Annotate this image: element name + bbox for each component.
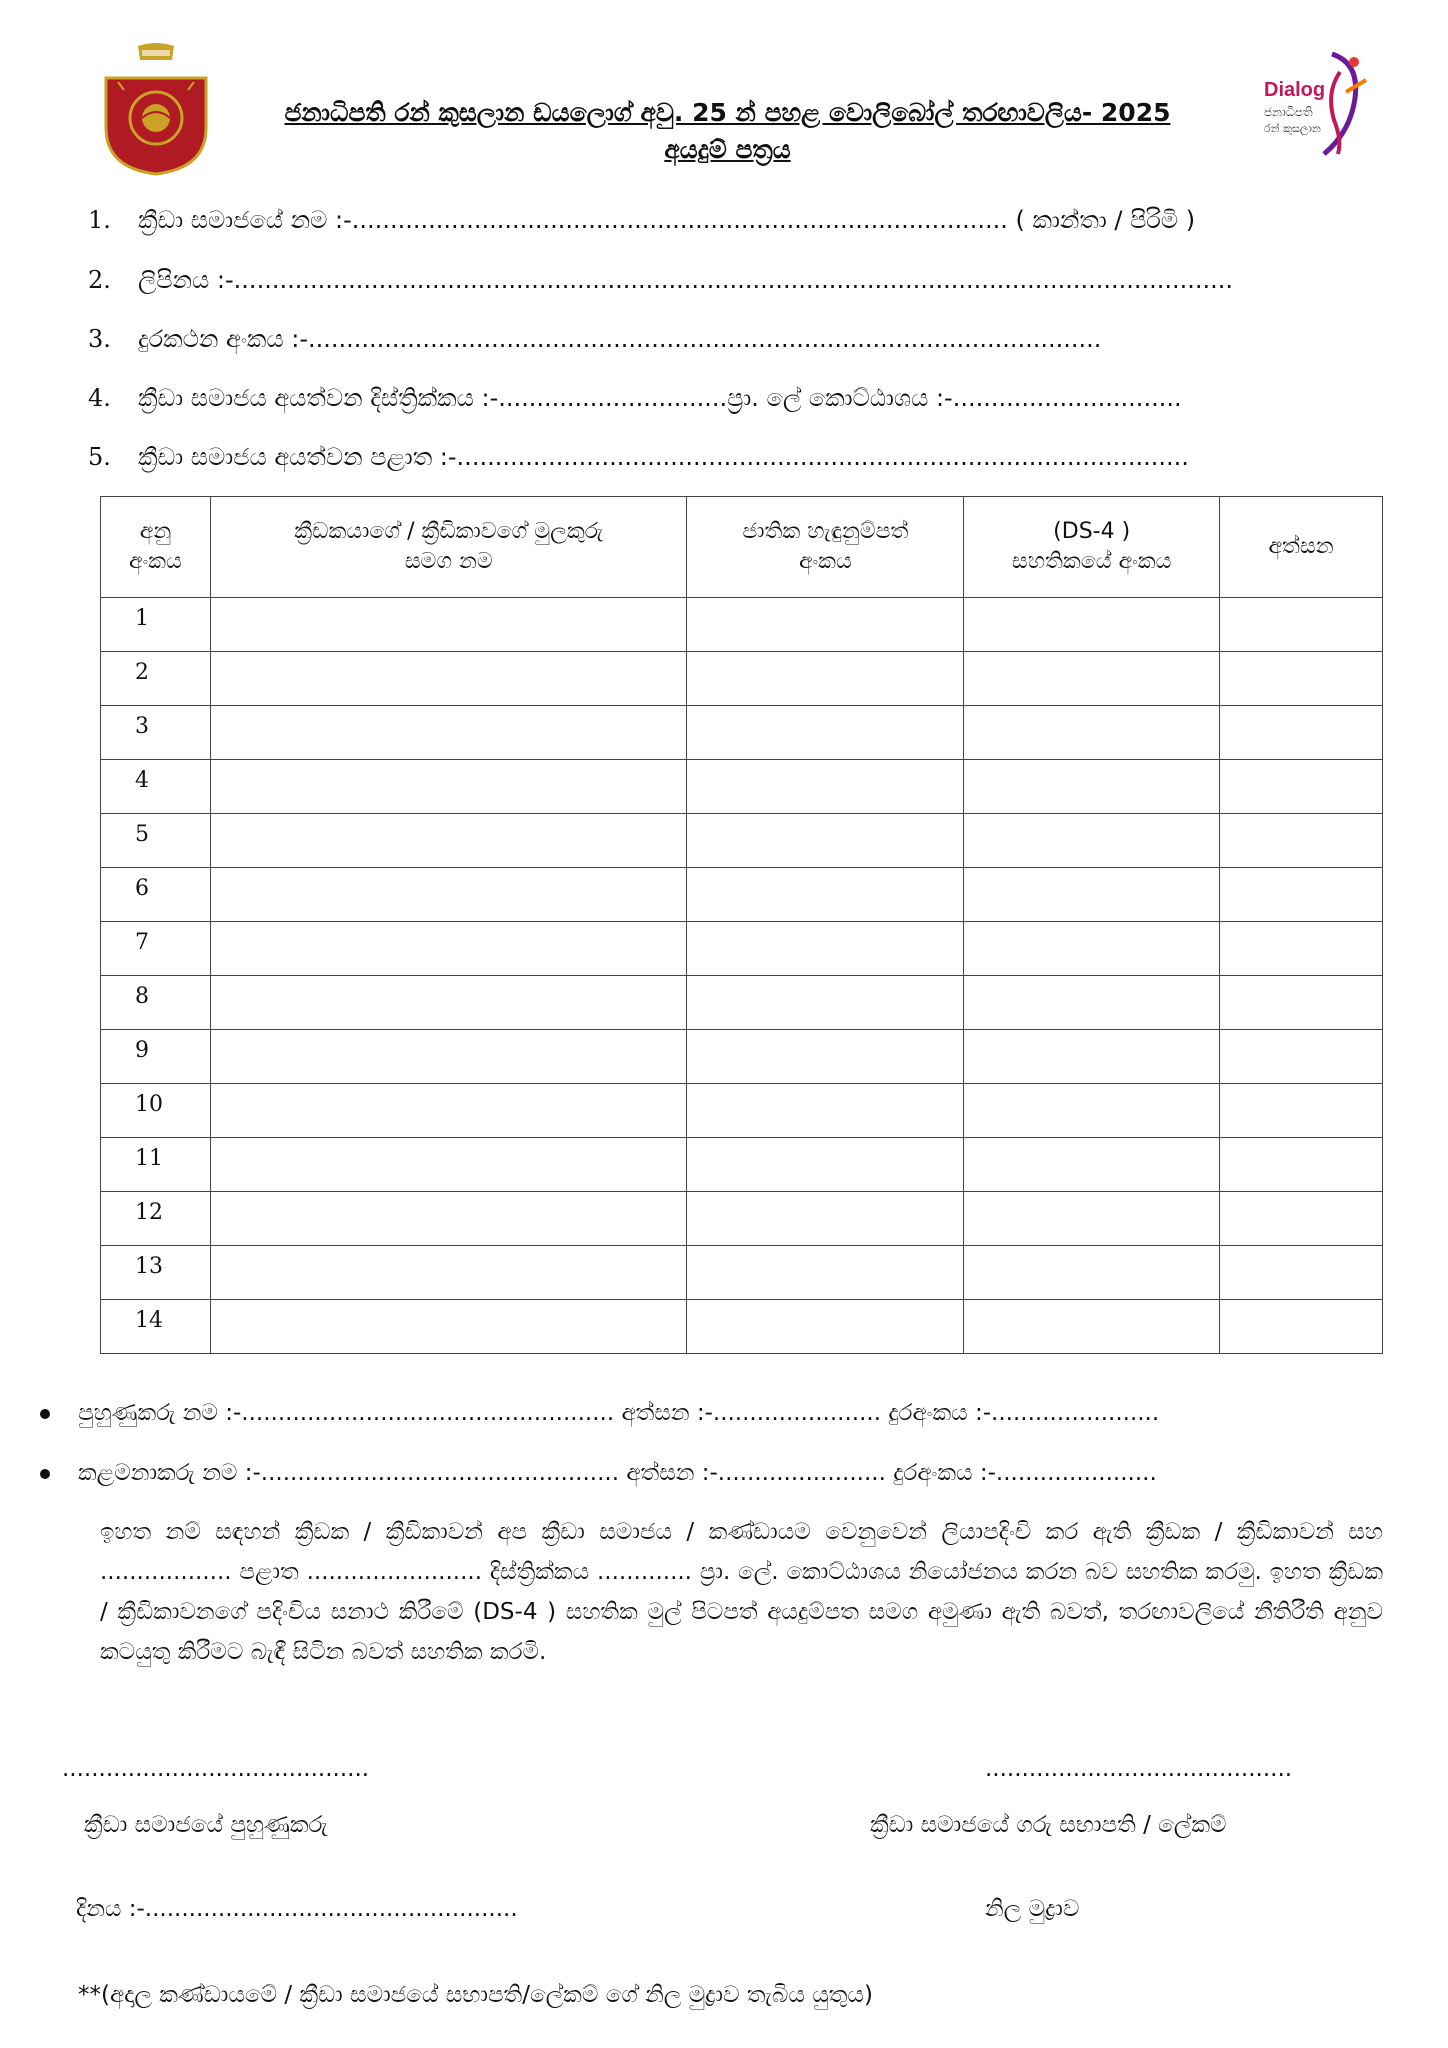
- player-name-cell[interactable]: [210, 1030, 687, 1084]
- players-table: [100, 496, 1383, 1354]
- row-number-cell: 13: [101, 1246, 211, 1300]
- header-text: ක්‍රීඩකයාගේ / ක්‍රීඩිකාවගේ මුලකුරු සමග නම: [294, 519, 604, 574]
- field-district[interactable]: [88, 384, 1182, 412]
- player-name-cell[interactable]: [210, 1138, 687, 1192]
- nic-number-cell[interactable]: [687, 760, 964, 814]
- player-name-cell[interactable]: [210, 922, 687, 976]
- player-name-cell[interactable]: [210, 868, 687, 922]
- signature-cell[interactable]: [1220, 760, 1383, 814]
- form-subtitle: අයදුම් පත්‍රය: [664, 135, 791, 164]
- right-signature-dots[interactable]: ..........................................: [985, 1756, 1293, 1782]
- field-text: ලිපිනය :-...................................................................................................................................: [138, 266, 1234, 294]
- manager-line[interactable]: [40, 1460, 1157, 1486]
- signature-cell[interactable]: [1220, 868, 1383, 922]
- nic-number-cell[interactable]: [687, 814, 964, 868]
- bullet-icon: [40, 1409, 50, 1419]
- nic-number-cell[interactable]: [687, 976, 964, 1030]
- field-number: 1.: [88, 206, 111, 234]
- field-number: 5.: [88, 443, 111, 471]
- header-text: ජාතික හැඳුනුම්පත් අංකය: [742, 519, 909, 574]
- row-number-cell: 8: [101, 976, 211, 1030]
- ds4-number-cell[interactable]: [964, 868, 1220, 922]
- header-signature: [1220, 497, 1383, 598]
- signature-cell[interactable]: [1220, 598, 1383, 652]
- row-number-cell: 11: [101, 1138, 211, 1192]
- ds4-number-cell[interactable]: [964, 1030, 1220, 1084]
- signature-cell[interactable]: [1220, 1300, 1383, 1354]
- table-row: [101, 598, 1383, 652]
- signature-cell[interactable]: [1220, 1084, 1383, 1138]
- nic-number-cell[interactable]: [687, 706, 964, 760]
- row-number-cell: 1: [101, 598, 211, 652]
- federation-crest-icon: [96, 42, 216, 177]
- field-text: ක්‍රීඩා සමාජය අයත්වන දිස්ත්‍රික්කය :-..............................ප්‍රා. ලේ කොට්ඨාශය :-..............................: [138, 384, 1182, 412]
- date-line[interactable]: දිනය :-...................................................: [76, 1896, 518, 1922]
- nic-number-cell[interactable]: [687, 1246, 964, 1300]
- coach-signature-label: ක්‍රීඩා සමාජයේ පුහුණුකරු: [84, 1812, 328, 1838]
- footnote: **(අදාල කණ්ඩායමේ / ක්‍රීඩා සමාජයේ සභාපති/ලේකම් ගේ නිල මුද්‍රාව තැබිය යුතුය): [78, 1982, 873, 2008]
- nic-number-cell[interactable]: [687, 1030, 964, 1084]
- dialog-line1: ජනාධිපති: [1264, 105, 1313, 119]
- manager-line-text: කළමනාකරු නම :-................................................. අත්සන :-....................... දුරඅංකය :-......................: [78, 1460, 1157, 1486]
- player-name-cell[interactable]: [210, 976, 687, 1030]
- header-text: අනු අංකය: [129, 519, 182, 574]
- signature-cell[interactable]: [1220, 814, 1383, 868]
- dialog-line2: රන් කුසලාන: [1264, 122, 1321, 135]
- table-row: [101, 1300, 1383, 1354]
- player-name-cell[interactable]: [210, 1246, 687, 1300]
- nic-number-cell[interactable]: [687, 1084, 964, 1138]
- header-ds4-certificate: [964, 497, 1220, 598]
- table-row: [101, 1084, 1383, 1138]
- signature-cell[interactable]: [1220, 1138, 1383, 1192]
- ds4-number-cell[interactable]: [964, 760, 1220, 814]
- player-name-cell[interactable]: [210, 814, 687, 868]
- nic-number-cell[interactable]: [687, 598, 964, 652]
- official-seal-label: නිල මුද්‍රාව: [985, 1896, 1080, 1922]
- row-number-cell: 6: [101, 868, 211, 922]
- field-text: ක්‍රීඩා සමාජයේ නම :-...................................................................................... ( කාන්තා / පිරිමි ): [138, 206, 1196, 234]
- nic-number-cell[interactable]: [687, 652, 964, 706]
- ds4-number-cell[interactable]: [964, 1192, 1220, 1246]
- row-number-cell: 7: [101, 922, 211, 976]
- table-row: [101, 1192, 1383, 1246]
- table-row: [101, 760, 1383, 814]
- player-name-cell[interactable]: [210, 760, 687, 814]
- ds4-number-cell[interactable]: [964, 976, 1220, 1030]
- row-number-cell: 12: [101, 1192, 211, 1246]
- row-number-cell: 10: [101, 1084, 211, 1138]
- row-number-cell: 5: [101, 814, 211, 868]
- field-text: දුරකථන අංකය :-........................................................................................................: [138, 325, 1102, 353]
- ds4-number-cell[interactable]: [964, 1246, 1220, 1300]
- header-text: අත්සන: [1268, 534, 1334, 560]
- field-text: ක්‍රීඩා සමාජය අයත්වන පළාත :-................................................................................................: [138, 443, 1189, 471]
- ds4-number-cell[interactable]: [964, 922, 1220, 976]
- signature-cell[interactable]: [1220, 1030, 1383, 1084]
- president-secretary-signature-label: ක්‍රීඩා සමාජයේ ගරු සභාපති / ලේකම්: [870, 1812, 1227, 1838]
- dialog-brand-text: Dialog: [1264, 79, 1326, 101]
- player-name-cell[interactable]: [210, 1084, 687, 1138]
- header-text: (DS-4 ) සහතිකයේ අංකය: [1011, 519, 1172, 574]
- row-number-cell: 2: [101, 652, 211, 706]
- table-row: [101, 814, 1383, 868]
- certification-paragraph: ඉහත නම් සඳහන් ක්‍රීඩක / ක්‍රීඩිකාවන් අප ක්‍රීඩා සමාජය / කණ්ඩායම වෙනුවෙන් ලියාපදිංචි කර ඇති ක්‍රීඩක / ක්‍රීඩිකාවන් සහ .................. පළාත ........................ දිස්ත්‍රික්කය ............. ප්‍රා. ලේ. කොට්ඨාශය නියෝජනය කරන බව සහතික කරමු. ඉහත ක්‍රීඩක / ක්‍රීඩිකාවනගේ පදිංචිය සනාථ කිරීමේ (DS-4 ) සහතික මුල් පිටපත් අයදුම්පත සමග අමුණා ඇති බවත්, තරඟාවලියේ නීතිරීති අනුව කටයුතු කිරීමට බැඳී සිටින බවත් සහතික කරමි.: [100, 1519, 1383, 1665]
- ds4-number-cell[interactable]: [964, 598, 1220, 652]
- ds4-number-cell[interactable]: [964, 1138, 1220, 1192]
- volleyball-federation-logo: [96, 42, 216, 177]
- player-name-cell[interactable]: [210, 598, 687, 652]
- table-row: [101, 1030, 1383, 1084]
- player-name-cell[interactable]: [210, 652, 687, 706]
- signature-cell[interactable]: [1220, 706, 1383, 760]
- form-title: ජනාධිපති රන් කුසලාන ඩයලොග් අවු. 25 න් පහළ වොලිබෝල් තරඟාවලිය- 2025: [284, 98, 1171, 127]
- field-number: 4.: [88, 384, 111, 412]
- nic-number-cell[interactable]: [687, 1138, 964, 1192]
- bullet-icon: [40, 1469, 50, 1479]
- nic-number-cell[interactable]: [687, 1300, 964, 1354]
- coach-line-text: පුහුණුකරු නම :-................................................... අත්සන :-....................... දුරඅංකය :-.......................: [78, 1400, 1160, 1426]
- player-name-cell[interactable]: [210, 1192, 687, 1246]
- field-club-name[interactable]: [88, 206, 1195, 234]
- dialog-logo: [1262, 52, 1382, 162]
- table-row: [101, 1138, 1383, 1192]
- row-number-cell: 9: [101, 1030, 211, 1084]
- header-serial-no: [101, 497, 211, 598]
- dialog-athlete-icon: [1262, 52, 1382, 162]
- signature-cell[interactable]: [1220, 652, 1383, 706]
- header-player-name: [210, 497, 687, 598]
- row-number-cell: 14: [101, 1300, 211, 1354]
- table-row: [101, 652, 1383, 706]
- player-name-cell[interactable]: [210, 1300, 687, 1354]
- row-number-cell: 3: [101, 706, 211, 760]
- signature-cell[interactable]: [1220, 1246, 1383, 1300]
- field-province[interactable]: [88, 443, 1189, 471]
- ds4-number-cell[interactable]: [964, 1300, 1220, 1354]
- nic-number-cell[interactable]: [687, 1192, 964, 1246]
- field-phone[interactable]: [88, 325, 1101, 353]
- table-row: [101, 868, 1383, 922]
- field-number: 3.: [88, 325, 111, 353]
- ds4-number-cell[interactable]: [964, 706, 1220, 760]
- header-nic-number: [687, 497, 964, 598]
- table-header-row: [101, 497, 1383, 598]
- nic-number-cell[interactable]: [687, 922, 964, 976]
- signature-cell[interactable]: [1220, 922, 1383, 976]
- table-row: [101, 922, 1383, 976]
- table-row: [101, 1246, 1383, 1300]
- ds4-number-cell[interactable]: [964, 1084, 1220, 1138]
- nic-number-cell[interactable]: [687, 868, 964, 922]
- left-signature-dots[interactable]: ..........................................: [62, 1756, 370, 1782]
- field-address[interactable]: [88, 266, 1233, 294]
- table-row: [101, 706, 1383, 760]
- ds4-number-cell[interactable]: [964, 814, 1220, 868]
- row-number-cell: 4: [101, 760, 211, 814]
- field-number: 2.: [88, 266, 111, 294]
- player-name-cell[interactable]: [210, 706, 687, 760]
- signature-cell[interactable]: [1220, 976, 1383, 1030]
- signature-cell[interactable]: [1220, 1192, 1383, 1246]
- coach-line[interactable]: [40, 1400, 1159, 1426]
- ds4-number-cell[interactable]: [964, 652, 1220, 706]
- table-row: [101, 976, 1383, 1030]
